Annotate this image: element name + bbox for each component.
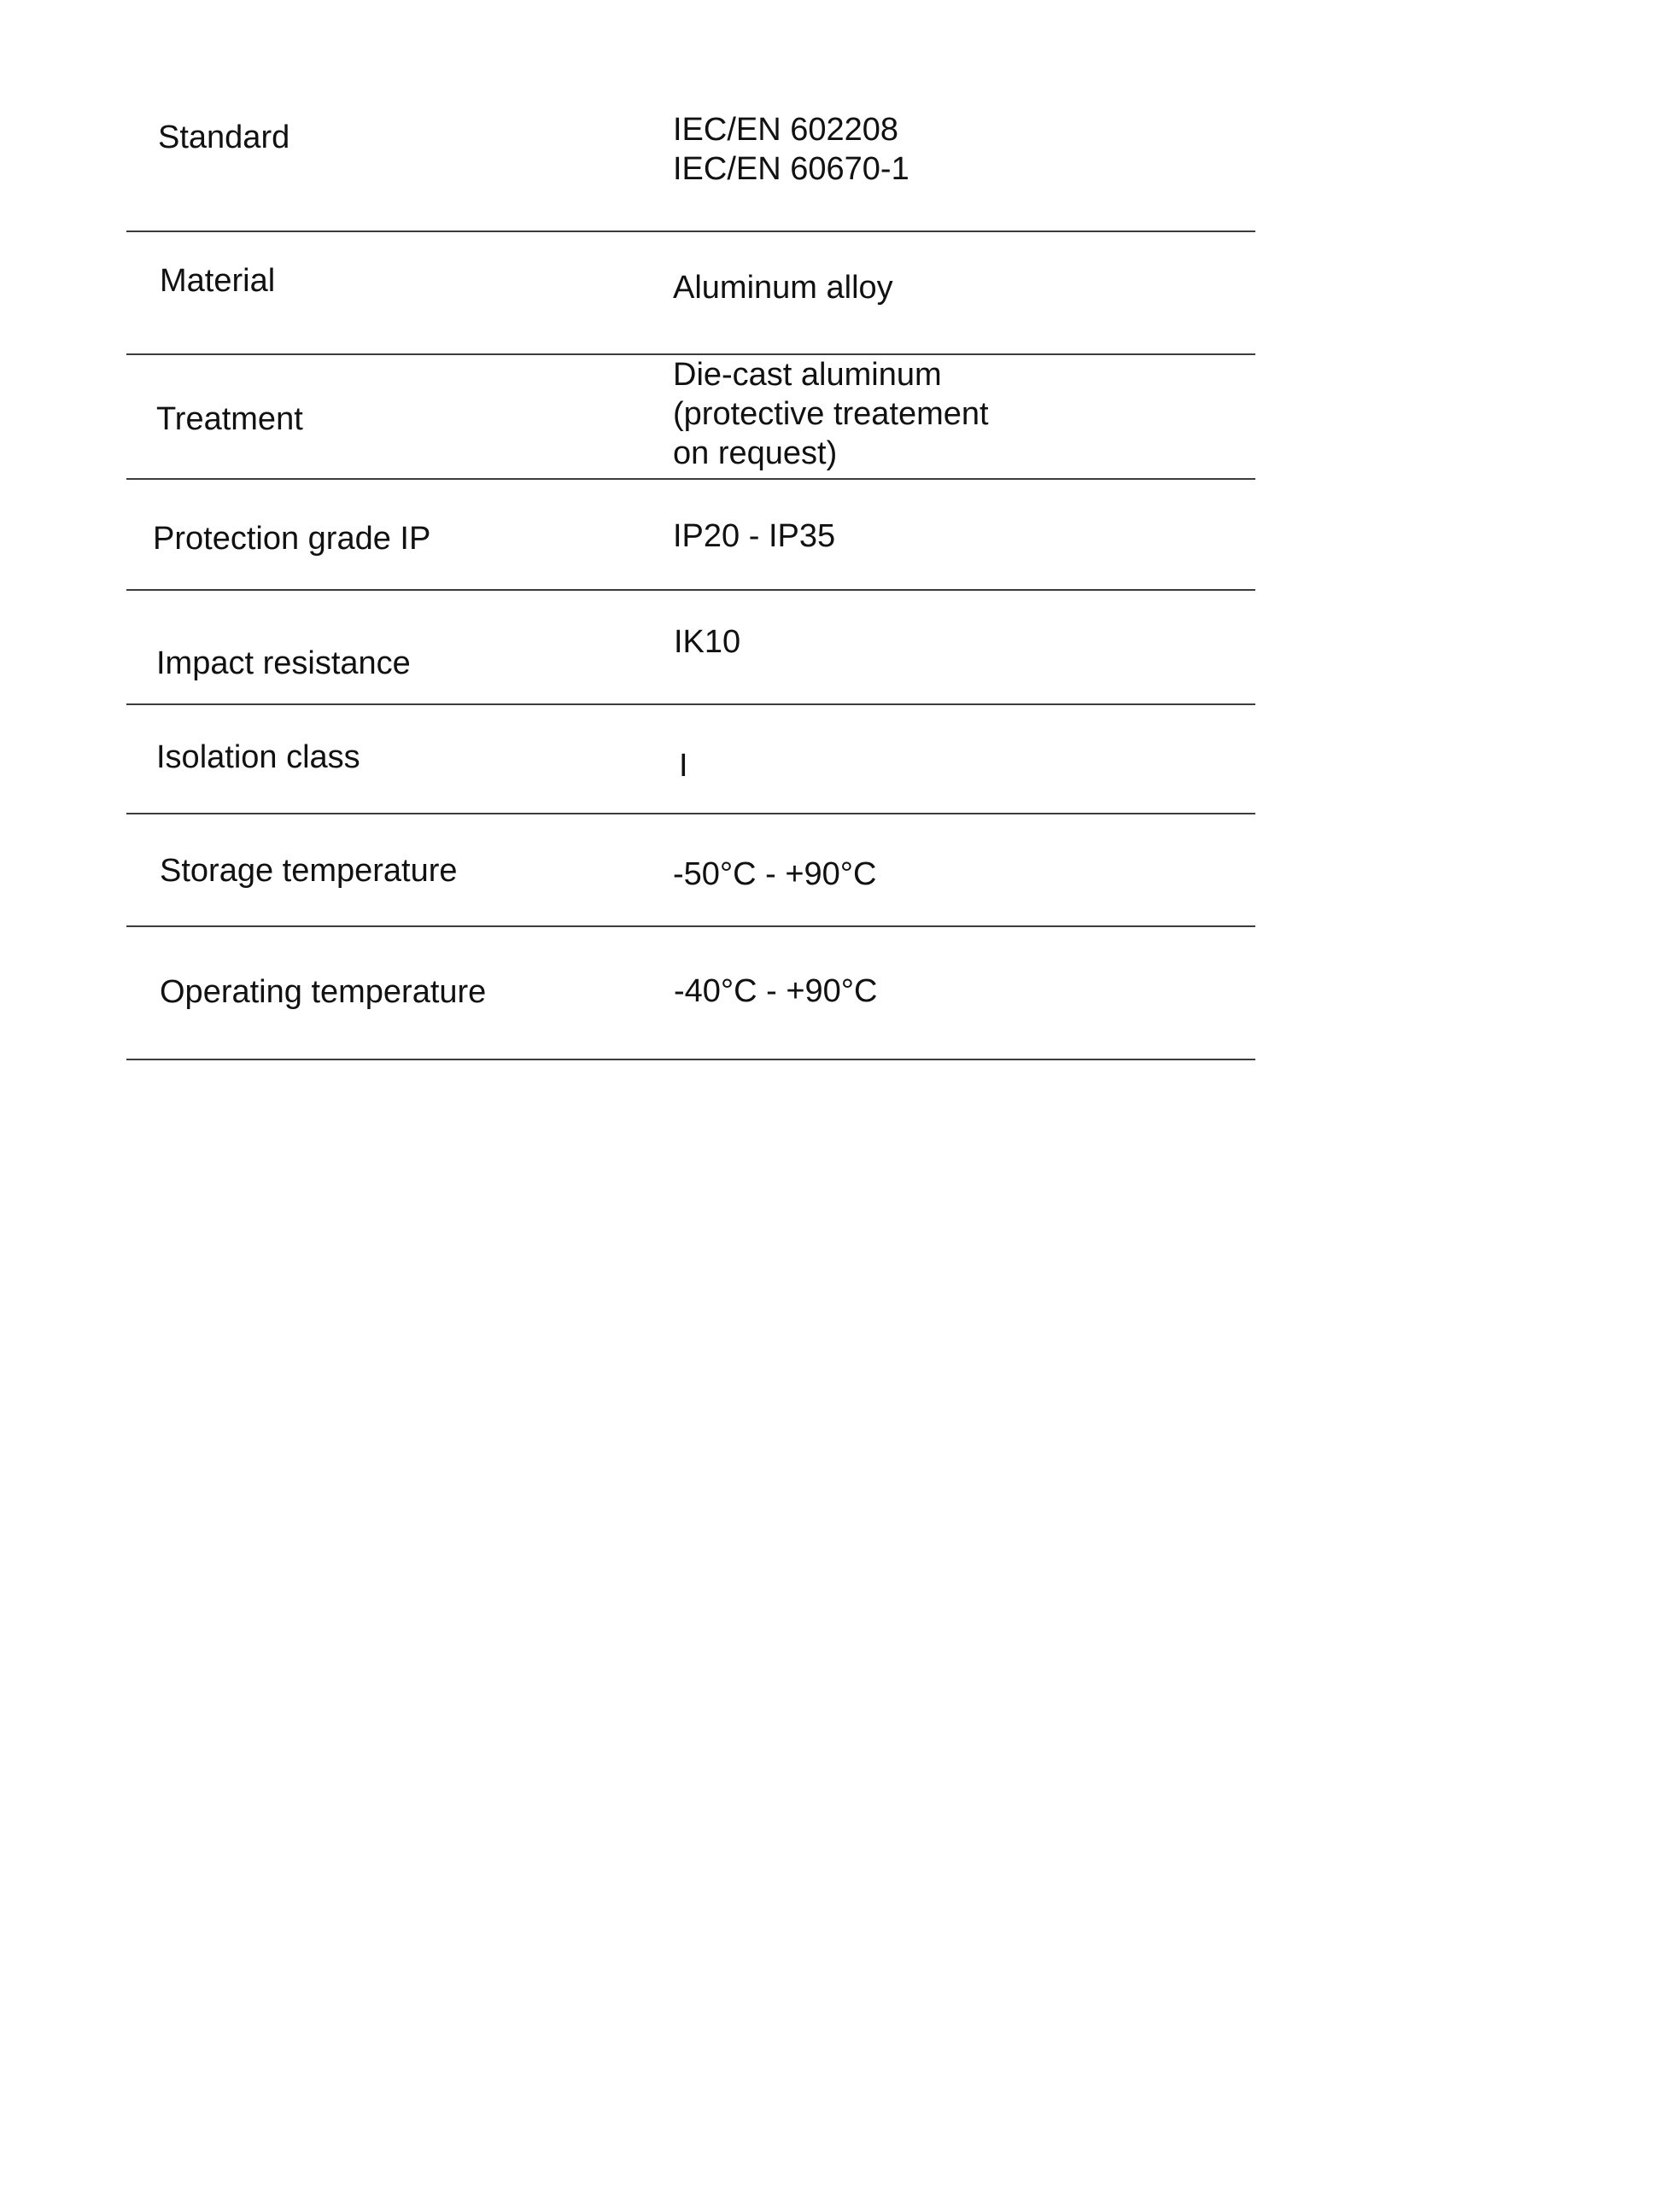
spec-value-line: -40°C - +90°C	[674, 973, 878, 1009]
spec-label: Storage temperature	[160, 853, 458, 889]
spec-value	[673, 517, 835, 556]
spec-label: Treatment	[156, 401, 303, 437]
spec-value	[673, 855, 876, 894]
spec-value-line: on request)	[673, 435, 838, 471]
spec-value-line: IK10	[674, 624, 741, 660]
spec-value-line: I	[679, 748, 688, 784]
spec-label: Operating temperature	[160, 974, 487, 1010]
spec-value	[674, 622, 740, 662]
spec-value	[679, 746, 688, 785]
spec-value	[673, 110, 909, 189]
spec-value-line: -50°C - +90°C	[673, 856, 877, 892]
spec-row-treatment	[126, 355, 1255, 480]
spec-value-line: (protective treatement	[673, 396, 989, 432]
spec-value-line: Aluminum alloy	[673, 270, 893, 306]
spec-label: Isolation class	[156, 739, 360, 775]
spec-row-protection-grade	[126, 480, 1255, 591]
spec-row-isolation-class	[126, 705, 1255, 814]
spec-value-line: IP20 - IP35	[673, 518, 836, 554]
spec-row-storage-temperature	[126, 814, 1255, 927]
spec-label: Protection grade IP	[153, 521, 431, 557]
spec-label: Impact resistance	[156, 645, 411, 681]
spec-value	[673, 268, 893, 307]
spec-row-material	[126, 232, 1255, 355]
spec-value-line: IEC/EN 60670-1	[673, 151, 909, 187]
spec-value-line: Die-cast aluminum	[673, 357, 942, 393]
spec-row-impact-resistance	[126, 591, 1255, 705]
spec-label: Material	[160, 263, 276, 299]
spec-value-line: IEC/EN 602208	[673, 112, 899, 148]
spec-row-standard	[126, 0, 1255, 232]
spec-row-operating-temperature	[126, 927, 1255, 1060]
spec-label: Standard	[158, 120, 290, 155]
spec-value	[673, 355, 989, 473]
spec-value	[674, 972, 877, 1011]
